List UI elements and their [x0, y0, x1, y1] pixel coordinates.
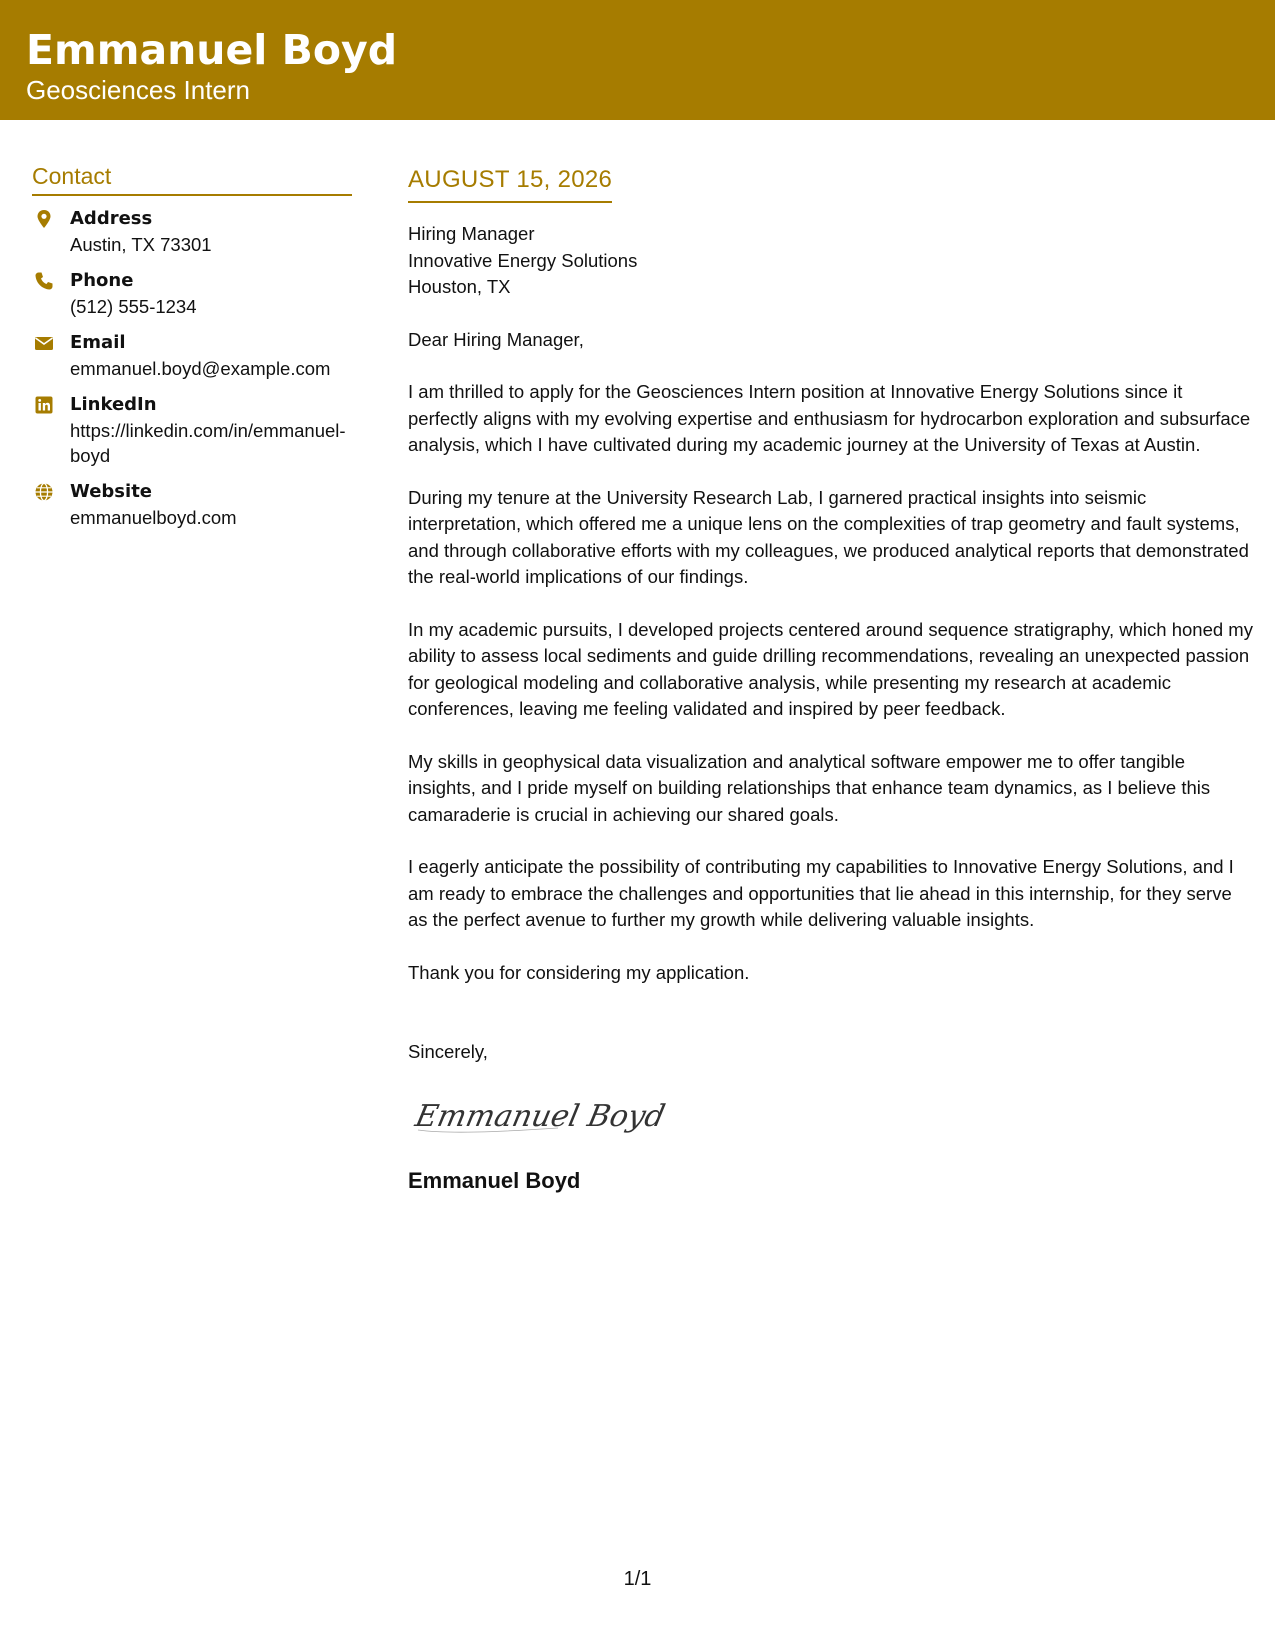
contact-value: emmanuel.boyd@example.com: [70, 358, 331, 379]
salutation: Dear Hiring Manager,: [408, 328, 584, 350]
contact-item-email: [32, 330, 352, 381]
body-paragraph: I eagerly anticipate the possibility of contributing my capabilities to Innovative Energy Solutions, and I am ready to embrace the challenges and opportunities that lie ahead in this internship, for they serve as the perfect avenue to further my growth while delivering valuable insights.: [408, 856, 1234, 930]
contact-sidebar: [32, 160, 352, 541]
recipient-company: Innovative Energy Solutions: [408, 249, 638, 271]
letter-body: [408, 162, 1253, 1196]
closing-line: Sincerely,: [408, 1041, 488, 1062]
contact-item-linkedin: [32, 392, 352, 468]
envelope-icon: [34, 333, 54, 353]
contact-heading: Contact: [32, 160, 352, 196]
thank-you-line: Thank you for considering my application.: [408, 961, 750, 983]
body-paragraph: During my tenure at the University Research Lab, I garnered practical insights into seismic interpretation, which offered me a unique lens on the complexities of trap geometry and fault systems, and through collaborative efforts with my colleagues, we produced analytical reports that demonstrated the real-world implications of our findings.: [408, 486, 1249, 587]
contact-value: (512) 555-1234: [70, 296, 197, 317]
signer-name: Emmanuel Boyd: [408, 1167, 581, 1193]
contact-list: [32, 206, 352, 530]
recipient-line: Hiring Manager: [408, 223, 535, 244]
linkedin-icon: [34, 395, 54, 415]
body-paragraph: My skills in geophysical data visualization and analytical software empower me to offer tangible insights, and I pride myself on building relationships that enhance team dynamics, as I believe this camaraderie is crucial in achieving our shared goals.: [408, 750, 1211, 825]
contact-label: Address: [70, 208, 153, 229]
contact-item-address: [32, 206, 352, 257]
recipient-block: [408, 221, 1253, 301]
contact-label: Phone: [70, 270, 134, 291]
body-paragraph: In my academic pursuits, I developed projects centered around sequence stratigraphy, which honed my ability to assess local sediments and guide drilling recommendations, revealing an unexpected passion for geological modeling and collaborative analysis, while presenting my research at academic conferences, leaving me feeling validated and inspired by peer feedback.: [408, 618, 1253, 719]
contact-label: Website: [70, 481, 153, 502]
body-paragraph: I am thrilled to apply for the Geosciences Intern position at Innovative Energy Solutions since it perfectly aligns with my evolving expertise and enthusiasm for hydrocarbon exploration and subsurface analysis, which I have cultivated during my academic journey at the University of Texas at Austin.: [408, 381, 1251, 455]
signature-text: Emmanuel Boyd: [412, 1098, 668, 1134]
map-pin-icon: [34, 209, 54, 229]
applicant-name: Emmanuel Boyd: [26, 26, 398, 74]
applicant-title: Geosciences Intern: [26, 75, 251, 105]
contact-value: Austin, TX 73301: [70, 234, 212, 255]
contact-item-phone: [32, 268, 352, 319]
letter-date: AUGUST 15, 2026: [408, 162, 612, 203]
linkedin-link[interactable]: https://linkedin.com/in/emmanuel-boyd: [70, 420, 346, 466]
recipient-location: Houston, TX: [408, 276, 511, 297]
contact-item-website: [32, 479, 352, 530]
handwritten-signature: [408, 1088, 668, 1144]
contact-label: LinkedIn: [70, 394, 157, 415]
header-banner: [0, 0, 1275, 120]
page-number: 1/1: [623, 1568, 652, 1590]
contact-label: Email: [70, 332, 126, 353]
phone-icon: [34, 271, 54, 291]
website-link[interactable]: emmanuelboyd.com: [70, 507, 237, 528]
globe-icon: [34, 482, 54, 502]
